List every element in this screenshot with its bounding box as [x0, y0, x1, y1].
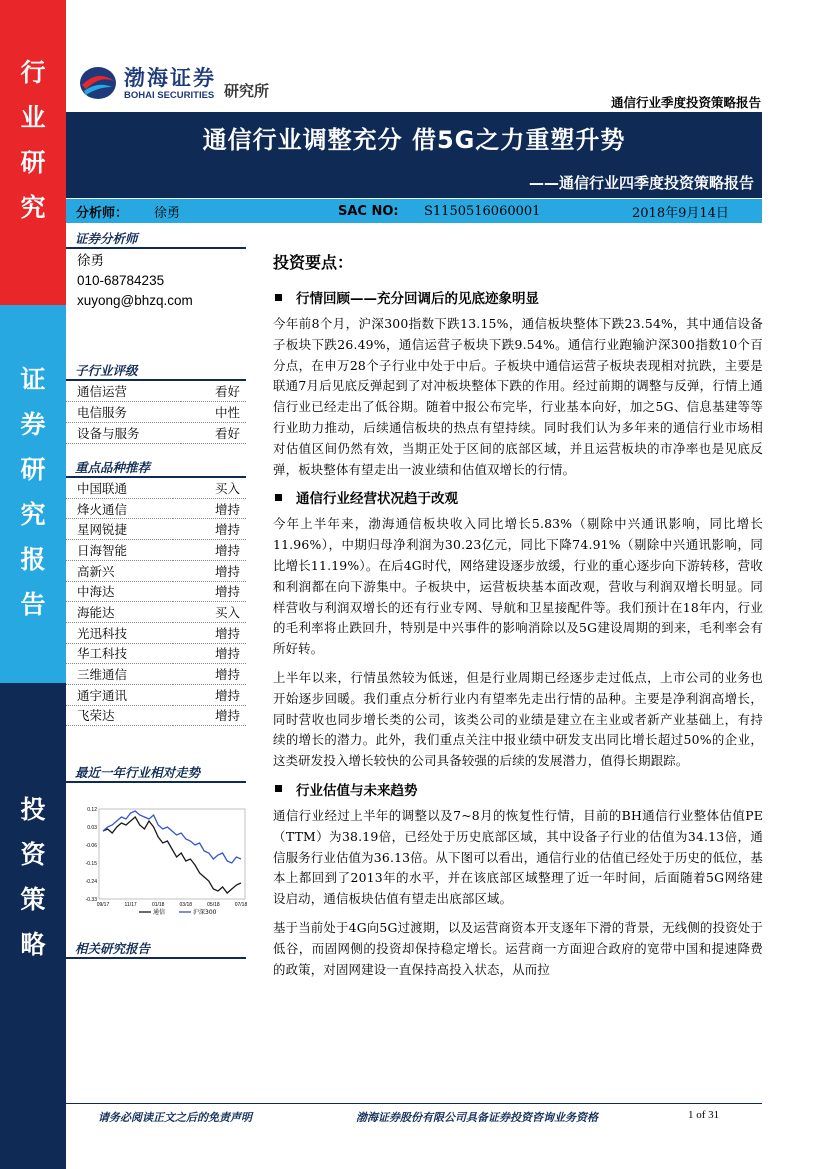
x-tick-label: 05/18 — [207, 902, 220, 908]
sidebar-char: 告 — [20, 590, 46, 619]
table-row — [66, 602, 246, 623]
report-subtitle: ——通信行业四季度投资策略报告 — [528, 174, 754, 192]
stock-rating: 增持 — [173, 643, 246, 664]
qualification-note: 渤海证券股份有限公司具备证券投资咨询业务资格 — [356, 1111, 598, 1124]
sidebar-char: 券 — [20, 410, 46, 439]
stock-name: 日海智能 — [66, 540, 173, 561]
sub-industry-name: 电信服务 — [66, 402, 181, 423]
sidebar-investment-strategy — [0, 683, 66, 1169]
sub-industry-name: 设备与服务 — [66, 422, 181, 443]
stock-name: 中国联通 — [66, 478, 173, 499]
paragraph: 今年上半年来，渤海通信板块收入同比增长5.83%（剔除中兴通讯影响，同比增长11.96%），中期归母净利润为30.23亿元，同比下降74.91%（剔除中兴通讯影响，同比增长11.19%）。在后4G时代，网络建设逐步放缓，行业的重心逐步向下游转移，营收和利润都在向下游集中。子板块中，运营板块基本面改观，营收与利润双增长明显。同样营收与利润双增长的还有行业专网、导航和卫星接配件等。我们预计在18年内，行业的毛利率将止跌回升，特别是中兴事件的影响消除以及5G建设周期的到来，毛利率会有所好转。 — [273, 516, 763, 657]
stock-rating: 增持 — [173, 622, 246, 643]
table-row — [66, 402, 246, 423]
sidebar-char: 究 — [20, 193, 46, 222]
table-row — [66, 622, 246, 643]
institute-label: 研究所 — [224, 81, 270, 100]
company-logo — [78, 62, 269, 104]
analyst-name: 徐勇 — [154, 205, 181, 221]
sub-industry-name: 通信运营 — [66, 381, 181, 402]
stock-name: 烽火通信 — [66, 498, 173, 519]
sac-number: S1150516060001 — [424, 203, 541, 219]
report-date: 2018年9月14日 — [632, 205, 729, 221]
stock-rating: 增持 — [173, 560, 246, 581]
stock-name: 华工科技 — [66, 643, 173, 664]
rating-table — [66, 381, 246, 444]
key-points-heading: 投资要点： — [273, 253, 354, 272]
bullet-icon — [275, 494, 282, 501]
section-heading — [273, 284, 763, 310]
chart-svg — [79, 795, 249, 915]
stock-rating: 增持 — [173, 684, 246, 705]
stock-rating: 增持 — [173, 664, 246, 685]
legend-label: 通信 — [153, 909, 166, 915]
analyst-section-title: 证券分析师 — [66, 230, 246, 249]
section-heading — [273, 776, 763, 802]
stock-rating: 买入 — [173, 602, 246, 623]
stock-name: 中海达 — [66, 581, 173, 602]
section-title: 行情回顾——充分回调后的见底迹象明显 — [296, 291, 539, 307]
stock-rating: 增持 — [173, 519, 246, 540]
series-line — [103, 817, 241, 893]
bullet-icon — [275, 785, 282, 792]
related-reports-title: 相关研究报告 — [66, 940, 246, 959]
y-tick-label: -0.06 — [85, 843, 97, 849]
bullet-icon — [275, 294, 282, 301]
table-row — [66, 540, 246, 561]
table-row — [66, 560, 246, 581]
stock-name: 飞荣达 — [66, 705, 173, 726]
series-line — [103, 811, 241, 863]
logo-cn-text: 渤海证券 — [124, 65, 216, 90]
sidebar-char: 投 — [20, 795, 46, 824]
sac-label: SAC NO: — [338, 203, 399, 219]
stock-section-title: 重点品种推荐 — [66, 459, 246, 478]
paragraph: 通信行业经过上半年的调整以及7~8月的恢复性行情，目前的BH通信行业整体估值PE（TTM）为38.19倍，已经处于历史底部区域，其中设备子行业的估值为34.13倍，通信服务行业估值为36.13倍。从下图可以看出，通信行业的估值已经处于历史的低位，基本上都回到了2013年的水平，并在该底部区域整理了近一年时间，后面随着5G网络建设启动，通信板块估值有望走出底部区域。 — [273, 807, 763, 907]
relative-performance-chart — [79, 795, 249, 915]
disclaimer-note: 请务必阅读正文之后的免责声明 — [98, 1111, 252, 1124]
x-tick-label: 09/17 — [96, 902, 110, 908]
stock-rating: 增持 — [173, 498, 246, 519]
sidebar-char: 行 — [20, 58, 46, 87]
report-title: 通信行业调整充分 借5G之力重塑升势 — [202, 126, 626, 154]
table-row — [66, 519, 246, 540]
x-tick-label: 07/18 — [234, 902, 248, 908]
analyst-email[interactable]: xuyong@bhzq.com — [77, 293, 193, 308]
paragraph: 上半年以来，行情虽然较为低迷，但是行业周期已经逐步走过低点，上市公司的业务也开始逐步回暖。我们重点分析行业内有望率先走出行情的品种。主要是净利润高增长，同时营收也同步增长类的公司，该类公司的业绩是建立在主业或者新产业基础上，有持续的增长的潜力。此外，我们重点关注中报业绩中研发支出同比增长超过50%的企业，这类研发投入增长较快的公司具备较强的后续的发展潜力，值得长期跟踪。 — [273, 669, 763, 769]
stock-rating: 增持 — [173, 705, 246, 726]
table-row — [66, 664, 246, 685]
sub-industry-rating: 中性 — [181, 402, 246, 423]
y-tick-label: 0.03 — [87, 825, 97, 831]
sidebar-securities-report — [0, 305, 66, 683]
x-tick-label: 11/17 — [124, 902, 137, 908]
table-row — [66, 422, 246, 443]
x-tick-label: 01/18 — [151, 902, 165, 908]
x-tick-label: 03/18 — [179, 902, 193, 908]
sidebar-char: 研 — [20, 455, 46, 484]
stock-name: 三维通信 — [66, 664, 173, 685]
section-title: 通信行业经营状况趋于改观 — [296, 491, 458, 508]
table-row — [66, 643, 246, 664]
table-row — [66, 581, 246, 602]
stock-name: 海能达 — [66, 602, 173, 623]
chart-section-title: 最近一年行业相对走势 — [66, 764, 246, 783]
y-tick-label: -0.24 — [85, 879, 97, 885]
table-row — [66, 498, 246, 519]
y-tick-label: 0.12 — [87, 807, 97, 813]
stock-rating: 增持 — [173, 581, 246, 602]
section-title: 行业估值与未来趋势 — [296, 782, 418, 799]
stock-rating: 买入 — [173, 478, 246, 499]
analyst-name: 徐勇 — [77, 253, 104, 268]
table-row — [66, 478, 246, 499]
stock-rating: 增持 — [173, 540, 246, 561]
table-row — [66, 381, 246, 402]
sidebar-char: 证 — [20, 365, 46, 394]
analyst-phone: 010-68784235 — [77, 273, 165, 288]
meta-band — [66, 199, 762, 223]
sidebar-char: 策 — [20, 885, 46, 914]
y-tick-label: -0.15 — [85, 861, 97, 867]
paragraph: 基于当前处于4G向5G过渡期，以及运营商资本开支逐年下滑的背景，无线侧的投资处于低谷，而固网侧的投资却保持稳定增长。运营商一方面迎合政府的宽带中国和提速降费的政策，对固网建设一直保持高投入状态，从而拉 — [273, 919, 763, 977]
table-row — [66, 705, 246, 726]
stock-name: 通宇通讯 — [66, 684, 173, 705]
title-band — [66, 112, 762, 198]
sidebar-char: 资 — [20, 840, 46, 869]
section-heading — [273, 484, 763, 510]
left-column — [66, 230, 246, 783]
bohai-logo-icon — [78, 63, 118, 103]
sidebar-char: 报 — [20, 545, 46, 574]
table-row — [66, 684, 246, 705]
paragraph: 今年前8个月，沪深300指数下跌13.15%，通信板块整体下跌23.54%，其中通信设备子板块下跌26.49%，通信运营子板块下跌9.54%。通信行业跑输沪深300指数10个百分点，在申万28个子行业中处于中后。子板块中通信运营子板块表现相对抗跌，主要是联通7月后见底反弹起到了对冲板块整体下跌的作用。经过前期的调整与反弹，行情上通信行业已经走出了低谷期。随着中报公布完毕，行业基本向好，加之5G、信息基建等等行业助力推动，后续通信板块的热点有望持续。同时我们认为多年来的通信行业市场相对估值区间仍然有效，当期正处于区间的底部区域，并且运营板块的市净率也是见底反弹，板块整体有望走出一波业绩和估值双增长的行情。 — [273, 316, 763, 477]
footer-divider — [66, 1103, 762, 1104]
logo-en-text: BOHAI SECURITIES — [124, 89, 215, 101]
report-type: 通信行业季度投资策略报告 — [610, 95, 761, 110]
legend-label: 沪深300 — [193, 909, 217, 915]
stock-name: 星网锐捷 — [66, 519, 173, 540]
sidebar-char: 略 — [20, 930, 46, 959]
rating-section-title: 子行业评级 — [66, 362, 246, 381]
page-number: 1 of 31 — [688, 1109, 720, 1121]
y-tick-label: -0.33 — [85, 897, 97, 903]
main-content — [273, 250, 763, 980]
sidebar-char: 业 — [20, 103, 46, 132]
stock-table — [66, 478, 246, 727]
sub-industry-rating: 看好 — [181, 422, 246, 443]
sidebar-char: 研 — [20, 148, 46, 177]
sidebar-industry-research — [0, 0, 66, 305]
analyst-label: 分析师： — [76, 205, 129, 221]
stock-name: 高新兴 — [66, 560, 173, 581]
sidebar-char: 究 — [20, 500, 46, 529]
sub-industry-rating: 看好 — [181, 381, 246, 402]
stock-name: 光迅科技 — [66, 622, 173, 643]
